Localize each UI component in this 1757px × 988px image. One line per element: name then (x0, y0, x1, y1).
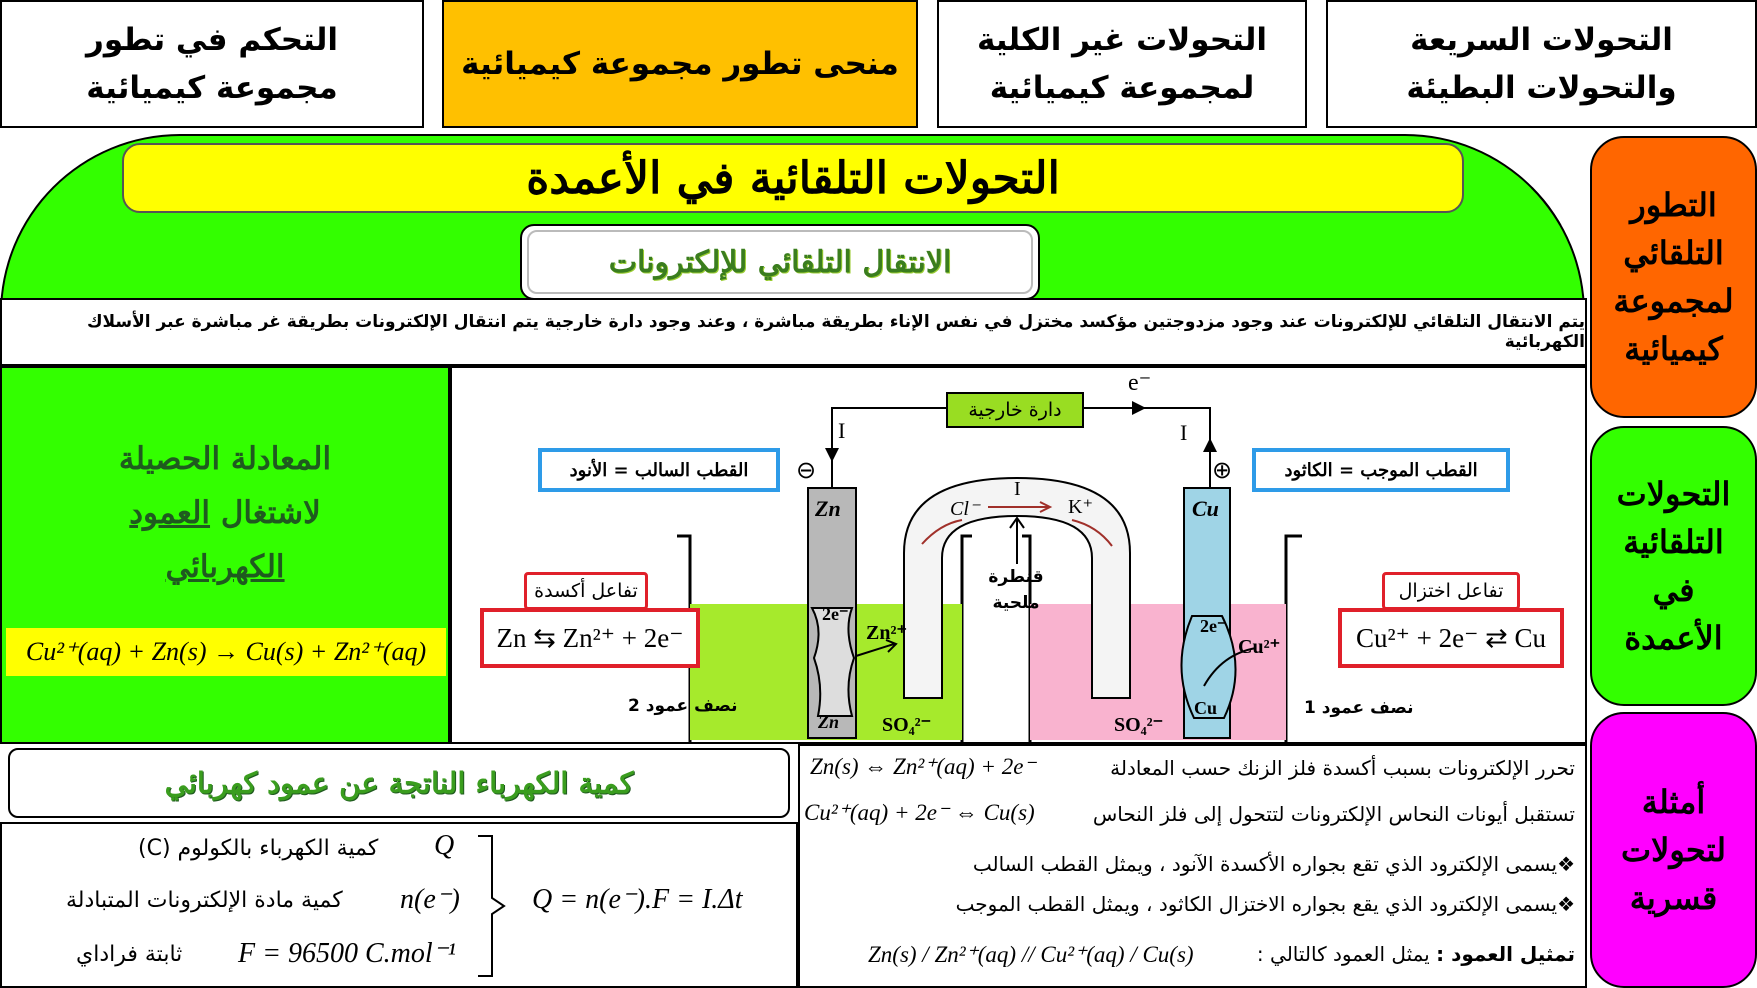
reduction-label-box (1382, 572, 1520, 610)
representation-text: يمثل العمود كالتالي : (1256, 942, 1430, 966)
cathode-bullet: ❖يسمى الإلكترود الذي يقع بجواره الاختزال الكاثود ، ويمثل القطب الموجب (955, 892, 1575, 916)
minus-sign-icon: ⊖ (796, 456, 817, 484)
tab-label: منحى تطور مجموعة كيميائية (461, 46, 899, 82)
zn-electrode-label: Zn (815, 496, 841, 521)
n-description: كمية مادة الإلكترونات المتبادلة (66, 888, 343, 913)
overall-equation (6, 628, 446, 676)
overall-equation-text: Cu²⁺(aq) + Zn(s) → Cu(s) + Zn²⁺(aq) (25, 637, 427, 666)
electron-label: e⁻ (1128, 370, 1152, 396)
f-description: ثابتة فراداي (76, 942, 183, 967)
tab-incomplete-transformations[interactable] (937, 0, 1307, 128)
side-spontaneous-in-cells[interactable] (1590, 426, 1757, 706)
side-label: التطور التلقائي لمجموعة كيميائية (1613, 186, 1734, 368)
q-description: كمية الكهرباء بالكولوم (C) (138, 836, 379, 861)
half-cell-1-label: نصف عمود 1 (1304, 698, 1414, 718)
description-text: يتم الانتقال التلقائي للإلكترونات عند وجود مزدوجتين مؤكسد مختزل في نفس الإناء بطريقة مباشرة ، وعند وجود دارة خارجية يتم انتقال الإلكترونات بطريقة غر مباشرة عبر الأسلاك الكهربائية (86, 312, 1585, 352)
main-title (122, 143, 1464, 213)
oxidation-label-text: تفاعل أكسدة (534, 580, 638, 602)
charge-formula: Q = n(e⁻).F = I.Δt (532, 884, 743, 915)
zn-ion-label: Zn²⁺ (866, 622, 908, 644)
cu-electrode-label: Cu (1192, 496, 1219, 521)
current-label-right: I (1180, 420, 1188, 445)
subtitle-box (520, 224, 1040, 300)
external-circuit-text: دارة خارجية (968, 399, 1062, 421)
heading-line-2-prefix: لاشتغال (220, 495, 321, 531)
representation-label: تمثيل العمود : (1436, 942, 1575, 966)
reduction-equation-text: Cu²⁺ + 2e⁻ ⇄ Cu (1356, 622, 1546, 653)
cu-bottom-label: Cu (1194, 698, 1218, 718)
oxidation-label-box (524, 572, 648, 610)
heading-line-2-underlined: العمود (129, 495, 211, 531)
heading-line-3: الكهربائي (165, 549, 285, 585)
arrow-current-left (825, 448, 839, 462)
explanation-line-1: تحرر الإلكترونات بسبب أكسدة فلز الزنك حسب المعادلة (1110, 756, 1575, 780)
quantity-title-box (8, 748, 790, 818)
side-label: التحولات التلقائية في الأعمدة (1616, 475, 1731, 657)
explanation-line-2: تستقبل أيونات النحاس الإلكترونات لتتحول إلى فلز النحاس (1092, 802, 1575, 826)
explanation-eq-2: Cu²⁺(aq) + 2e⁻ ⇔ Cu(s) (804, 800, 1035, 825)
salt-bridge-text: قنطرة ملحية (988, 567, 1044, 613)
tab-label: التحولات السريعة والتحولات البطيئة (1406, 22, 1677, 106)
positive-pole-text: القطب الموجب = الكاثود (1284, 459, 1478, 481)
positive-pole-box (1252, 448, 1510, 492)
equation-heading (2, 432, 448, 594)
cu-ion-label: Cu²⁺ (1238, 636, 1281, 658)
heading-line-1: المعادلة الحصيلة (118, 441, 332, 477)
quantity-title-text: كمية الكهرباء الناتجة عن عمود كهربائي (164, 766, 634, 800)
chloride-label: Cl⁻ (950, 498, 980, 520)
explanation-eq-1: Zn(s) ⇔ Zn²⁺(aq) + 2e⁻ (810, 754, 1036, 779)
n-symbol: n(e⁻) (400, 884, 460, 915)
cu-two-electrons: 2e⁻ (1200, 616, 1227, 636)
cell-diagram-panel (450, 366, 1587, 744)
bridge-current-label: I (1014, 478, 1021, 500)
subtitle-frame (527, 230, 1033, 294)
zn-bottom-label: Zn (818, 712, 840, 732)
plus-sign-icon: ⊕ (1212, 456, 1233, 484)
quantity-panel (0, 822, 798, 988)
potassium-label: K⁺ (1068, 496, 1093, 518)
side-label: أمثلة لتحولات قسرية (1621, 783, 1726, 917)
arrow-current-right (1203, 438, 1217, 452)
oxidation-equation-box (480, 608, 700, 668)
tab-label: التحولات غير الكلية لمجموعة كيميائية (976, 22, 1268, 106)
sulfate-right-label: SO₄²⁻ (1114, 714, 1164, 736)
negative-pole-box (538, 448, 780, 492)
half-cell-2-label: نصف عمود 2 (628, 696, 738, 716)
q-symbol: Q (434, 830, 455, 861)
brace-icon (472, 832, 508, 982)
heading-line-2 (2, 486, 448, 540)
sulfate-left-label: SO₄²⁻ (882, 714, 932, 736)
arrow-right (1132, 401, 1146, 415)
main-title-text: التحولات التلقائية في الأعمدة (526, 152, 1060, 204)
tab-fast-slow-transformations[interactable] (1326, 0, 1757, 128)
tab-label: التحكم في تطور مجموعة كيميائية (86, 22, 338, 106)
representation-equation: Zn(s) / Zn²⁺(aq) // Cu²⁺(aq) / Cu(s) (868, 942, 1194, 967)
negative-pole-text: القطب السالب = الأنود (569, 459, 749, 481)
subtitle-text: الانتقال التلقائي للإلكترونات (608, 244, 952, 280)
overall-equation-panel (0, 366, 450, 744)
tab-evolution-direction[interactable] (442, 0, 918, 128)
tab-control-evolution[interactable] (0, 0, 424, 128)
reduction-equation-box (1338, 608, 1564, 668)
current-label-left: I (838, 418, 846, 443)
oxidation-equation-text: Zn ⇆ Zn²⁺ + 2e⁻ (496, 622, 684, 653)
f-symbol: F = 96500 C.mol⁻¹ (238, 938, 456, 969)
external-circuit-label (946, 392, 1084, 428)
explanation-panel (798, 744, 1587, 988)
reduction-label-text: تفاعل اختزال (1398, 580, 1504, 602)
cell-representation (1257, 942, 1575, 966)
anode-bullet: ❖يسمى الإلكترود الذي تقع بجواره الأكسدة الآنود ، ويمثل القطب السالب (972, 852, 1575, 876)
side-forced-examples[interactable] (1590, 712, 1757, 988)
arrow-bridge-up (1010, 518, 1024, 564)
salt-bridge-label (986, 564, 1046, 616)
side-spontaneous-evolution[interactable] (1590, 136, 1757, 418)
description-bar (0, 298, 1587, 366)
zn-two-electrons: 2e⁻ (822, 604, 849, 624)
